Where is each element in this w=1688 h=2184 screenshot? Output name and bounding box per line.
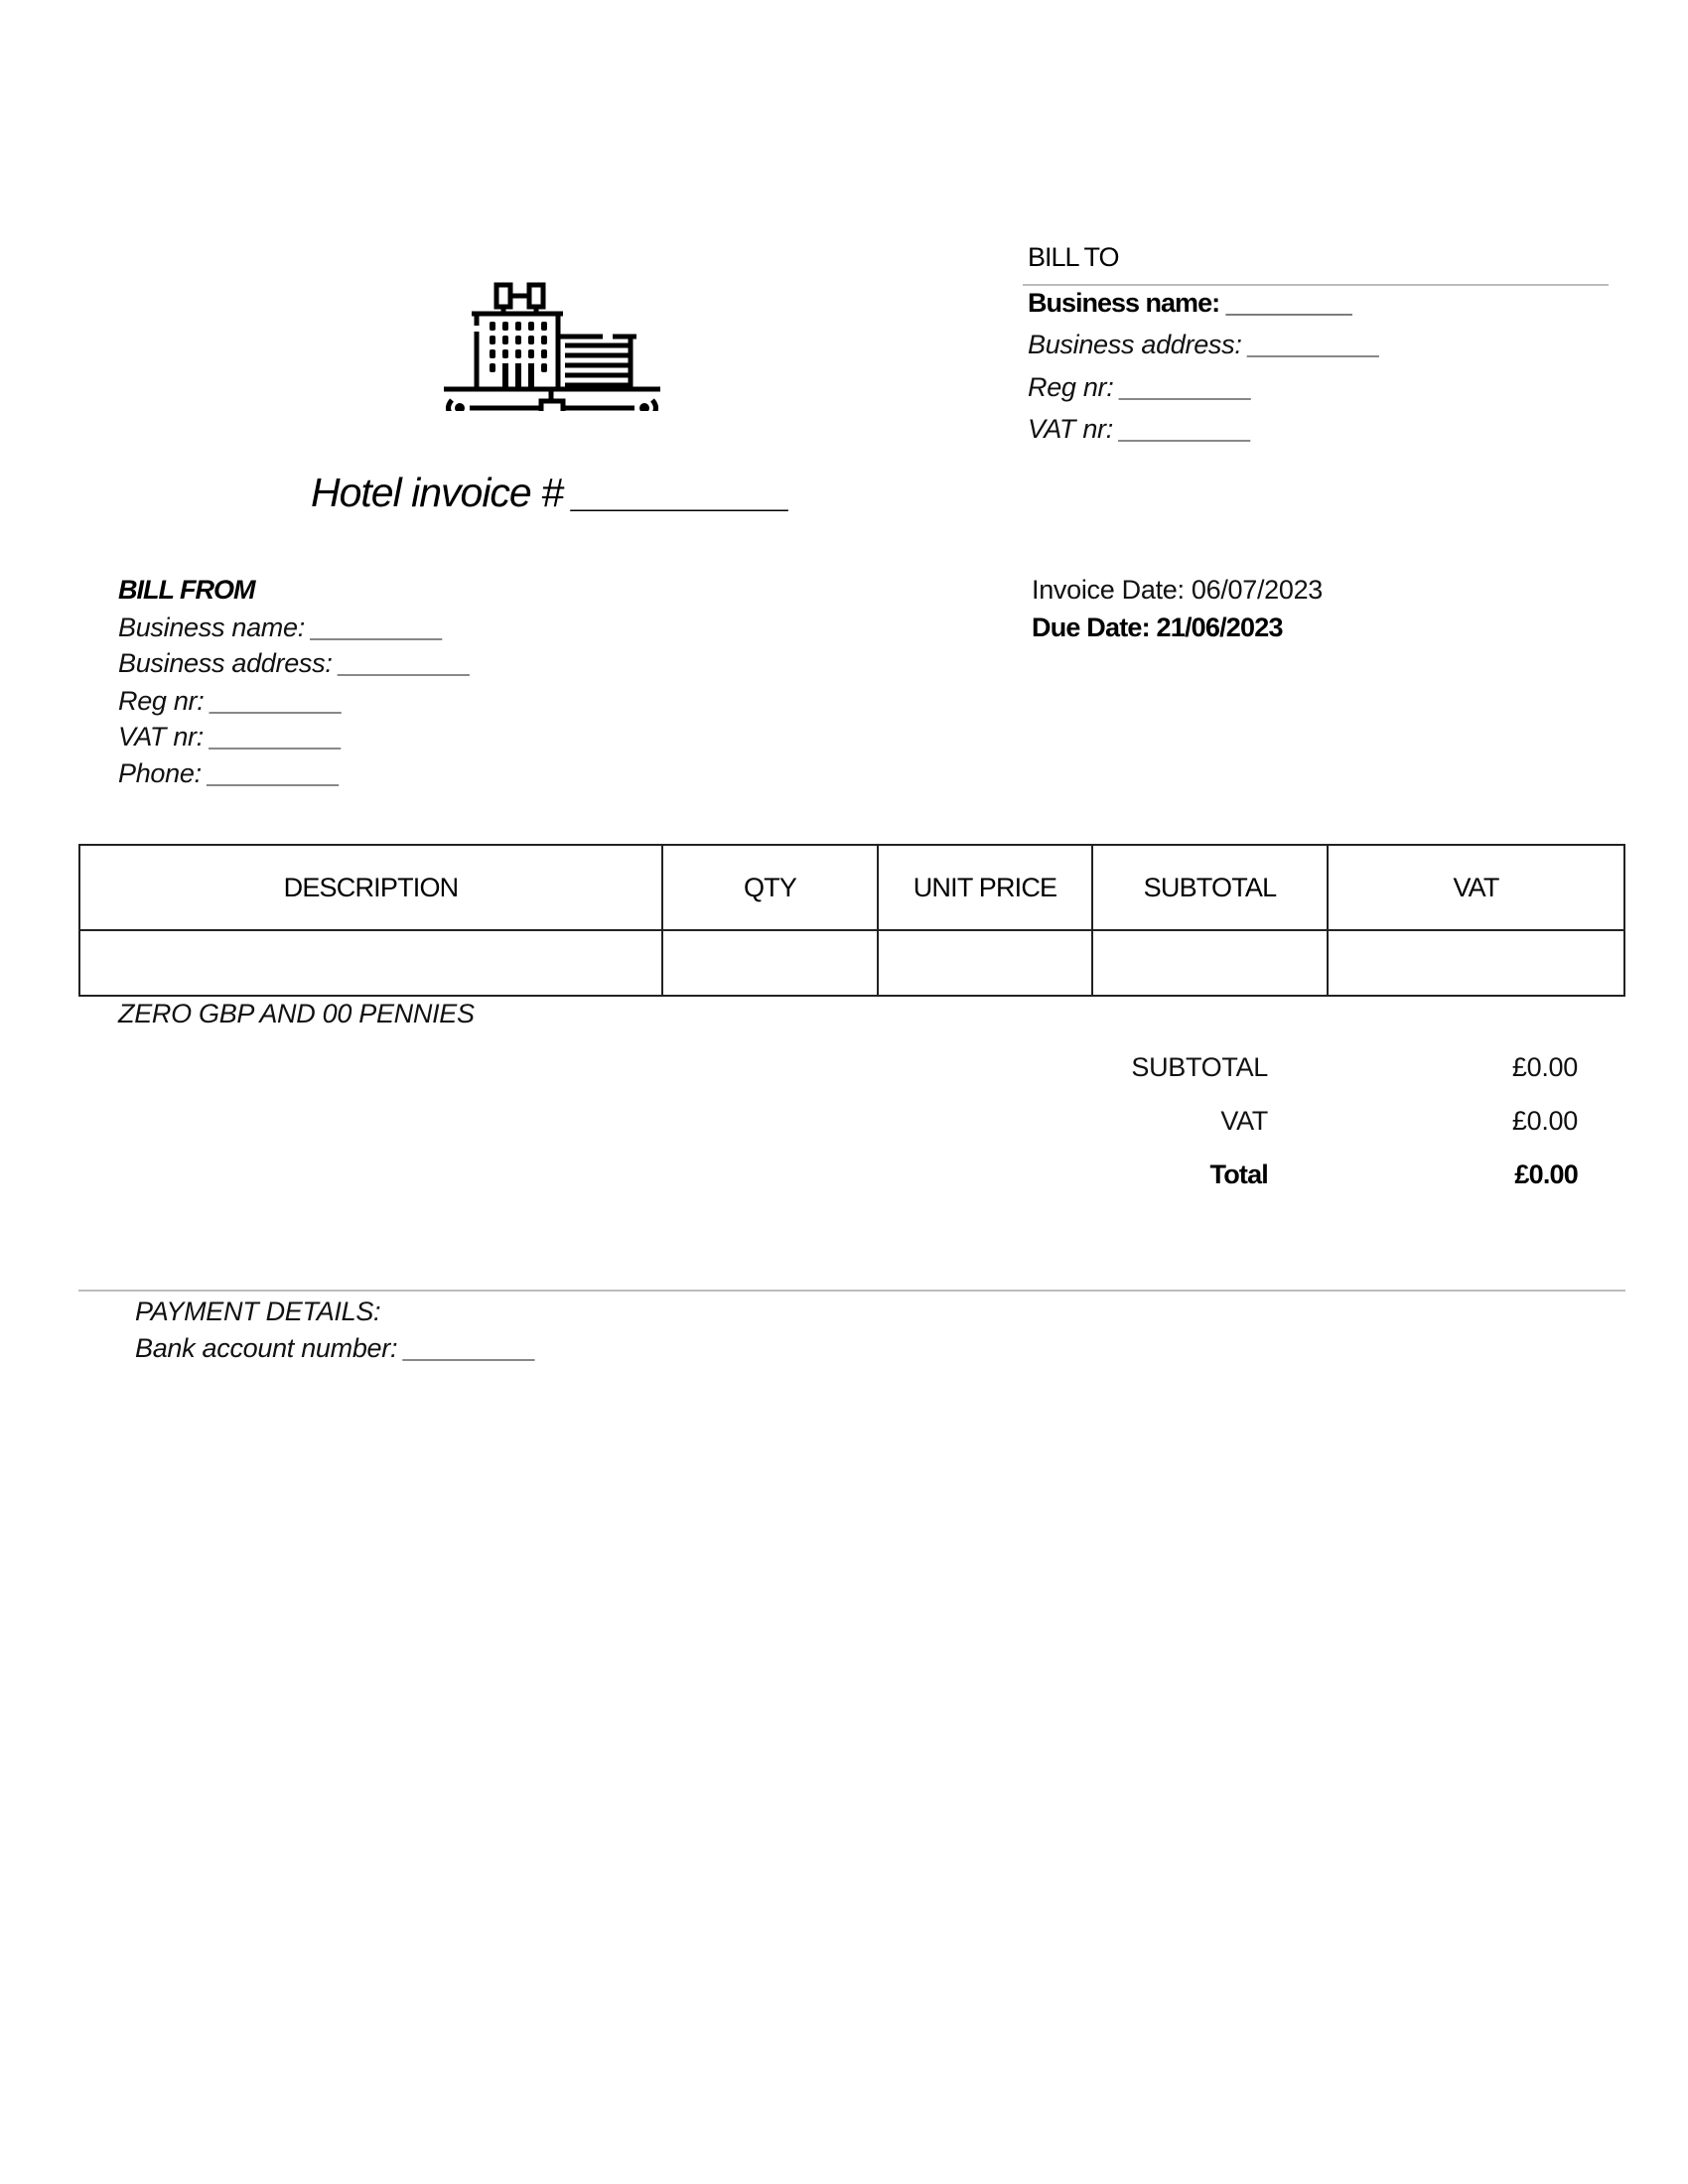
cell-unit-price — [878, 930, 1092, 996]
cell-vat — [1328, 930, 1624, 996]
total-label: Total — [1209, 1160, 1268, 1189]
bank-account-number: Bank account number: _________ — [135, 1333, 536, 1363]
due-date: Due Date: 21/06/2023 — [1032, 613, 1283, 642]
cell-subtotal — [1092, 930, 1328, 996]
bill-from-heading: BILL FROM — [118, 575, 255, 605]
subtotal-value: £0.00 — [1511, 1052, 1578, 1082]
bill-from-reg-nr: Reg nr: _________ — [118, 686, 344, 716]
total-value: £0.00 — [1514, 1160, 1578, 1189]
bill-to-heading: BILL TO — [1028, 242, 1119, 272]
invoice-title: Hotel invoice # __________ — [311, 470, 790, 515]
bill-to-business-address: Business address: _________ — [1028, 330, 1381, 359]
payment-details-heading: PAYMENT DETAILS: — [135, 1297, 381, 1326]
column-header-vat: VAT — [1328, 845, 1624, 930]
bill-from-business-name: Business name: _________ — [118, 613, 444, 642]
table-header-row — [79, 845, 1624, 930]
subtotal-label: SUBTOTAL — [1131, 1052, 1268, 1082]
bill-from-phone: Phone: _________ — [118, 758, 341, 788]
bill-from-business-address: Business address: _________ — [118, 648, 472, 678]
table-row — [79, 930, 1624, 996]
column-header-qty: QTY — [662, 845, 878, 930]
amount-in-words: ZERO GBP AND 00 PENNIES — [118, 999, 475, 1028]
vat-label: VAT — [1220, 1106, 1268, 1136]
bill-from-vat-nr: VAT nr: _________ — [118, 722, 343, 751]
line-items-table — [78, 844, 1625, 997]
column-header-description: DESCRIPTION — [79, 845, 662, 930]
hotel-building-icon — [442, 280, 662, 411]
payment-divider — [78, 1290, 1625, 1292]
bill-to-vat-nr: VAT nr: _________ — [1028, 414, 1252, 444]
column-header-unit-price: UNIT PRICE — [878, 845, 1092, 930]
column-header-subtotal: SUBTOTAL — [1092, 845, 1328, 930]
cell-qty — [662, 930, 878, 996]
invoice-date: Invoice Date: 06/07/2023 — [1032, 575, 1324, 605]
bill-to-reg-nr: Reg nr: _________ — [1028, 372, 1253, 402]
cell-description — [79, 930, 662, 996]
bill-to-business-name: Business name: _________ — [1028, 288, 1351, 318]
vat-value: £0.00 — [1511, 1106, 1578, 1136]
